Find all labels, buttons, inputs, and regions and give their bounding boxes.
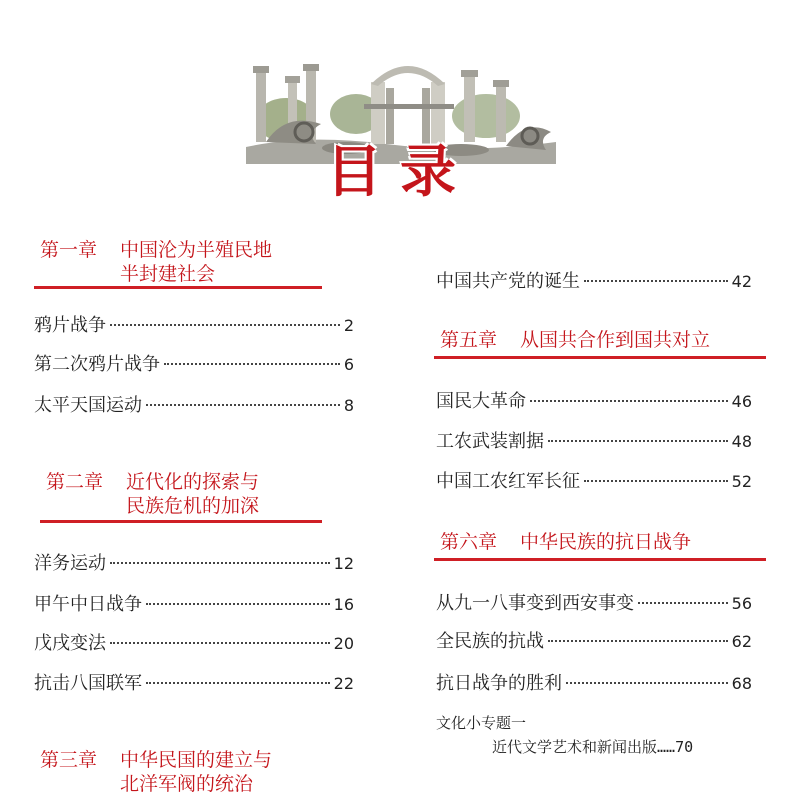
culture-topic-label: 文化小专题一: [436, 714, 527, 732]
toc-entry[interactable]: [436, 630, 752, 654]
toc-entry[interactable]: [436, 430, 752, 454]
chapter-underline: [434, 558, 766, 561]
toc-entry-page: 16: [333, 595, 354, 614]
toc-entry-page: 52: [731, 472, 752, 491]
chapter-heading-3: [40, 748, 324, 800]
toc-entry[interactable]: [34, 394, 354, 418]
toc-entry-label: 第二次鸦片战争: [34, 354, 160, 375]
toc-entry-page: 22: [333, 674, 354, 693]
toc-entry-page: 46: [731, 392, 752, 411]
toc-entry[interactable]: [34, 314, 354, 338]
toc-entry-label: 国民大革命: [436, 391, 526, 412]
chapter-heading-5: [440, 328, 760, 362]
toc-entry[interactable]: [436, 390, 752, 414]
toc-entry-label: 从九一八事变到西安事变: [436, 593, 634, 614]
toc-entry-label: 甲午中日战争: [34, 594, 142, 615]
toc-entry-page: 62: [731, 632, 752, 651]
chapter-title-line1: 近代化的探索与: [126, 471, 260, 493]
chapter-number: 第三章: [40, 749, 98, 771]
culture-topic-title[interactable]: 近代文学艺术和新闻出版……70: [492, 738, 694, 756]
toc-entry[interactable]: [436, 270, 752, 294]
toc-entry-page: 48: [731, 432, 752, 451]
dot-leader: [110, 324, 340, 326]
chapter-title-line1: 从国共合作到国共对立: [520, 329, 711, 351]
chapter-heading-2: [46, 470, 322, 522]
page-title: 目录: [326, 140, 474, 205]
toc-entry[interactable]: [34, 632, 354, 656]
toc-entry-label: 戊戌变法: [34, 633, 106, 654]
chapter-title-line2: 北洋军阀的统治: [120, 773, 254, 795]
toc-entry-label: 中国工农红军长征: [436, 471, 580, 492]
toc-entry-label: 抗日战争的胜利: [436, 673, 562, 694]
dot-leader: [584, 280, 728, 282]
dot-leader: [146, 404, 340, 406]
toc-entry-page: 42: [731, 272, 752, 291]
dot-leader: [566, 682, 728, 684]
chapter-title-line1: 中国沦为半殖民地: [120, 239, 273, 261]
chapter-underline: [40, 520, 322, 523]
chapter-title-line1: 中华民族的抗日战争: [520, 531, 692, 553]
dot-leader: [584, 480, 728, 482]
toc-entry-page: 56: [731, 594, 752, 613]
dot-leader: [146, 682, 330, 684]
toc-entry-label: 抗击八国联军: [34, 673, 142, 694]
chapter-underline: [34, 286, 322, 289]
toc-entry-page: 2: [343, 316, 354, 335]
toc-entry-label: 全民族的抗战: [436, 631, 544, 652]
chapter-title-line2: 民族危机的加深: [126, 495, 260, 517]
toc-entry[interactable]: [34, 353, 354, 377]
dot-leader: [164, 363, 340, 365]
toc-entry-label: 中国共产党的诞生: [436, 271, 580, 292]
chapter-heading-1: [40, 238, 324, 290]
chapter-title-line1: 中华民国的建立与: [120, 749, 273, 771]
toc-entry-page: 20: [333, 634, 354, 653]
chapter-number: 第二章: [46, 471, 104, 493]
toc-entry[interactable]: [436, 470, 752, 494]
dot-leader: [530, 400, 728, 402]
toc-entry[interactable]: [34, 593, 354, 617]
toc-entry-label: 洋务运动: [34, 553, 106, 574]
toc-entry-label: 鸦片战争: [34, 315, 106, 336]
toc-entry-label: 太平天国运动: [34, 395, 142, 416]
dot-leader: [146, 603, 330, 605]
dot-leader: [638, 602, 728, 604]
chapter-number: 第五章: [440, 329, 498, 351]
dot-leader: [110, 642, 330, 644]
toc-entry-label: 工农武装割据: [436, 431, 544, 452]
chapter-number: 第一章: [40, 239, 98, 261]
dot-leader: [548, 440, 728, 442]
toc-entry[interactable]: [34, 552, 354, 576]
chapter-title-line2: 半封建社会: [120, 263, 216, 285]
toc-entry[interactable]: [436, 672, 752, 696]
dot-leader: [548, 640, 728, 642]
chapter-number: 第六章: [440, 531, 498, 553]
chapter-underline: [434, 356, 766, 359]
toc-entry-page: 68: [731, 674, 752, 693]
toc-entry[interactable]: [436, 592, 752, 616]
toc-entry-page: 12: [333, 554, 354, 573]
toc-entry-page: 6: [343, 355, 354, 374]
dot-leader: [110, 562, 330, 564]
chapter-heading-6: [440, 530, 760, 564]
toc-entry-page: 8: [343, 396, 354, 415]
toc-entry[interactable]: [34, 672, 354, 696]
